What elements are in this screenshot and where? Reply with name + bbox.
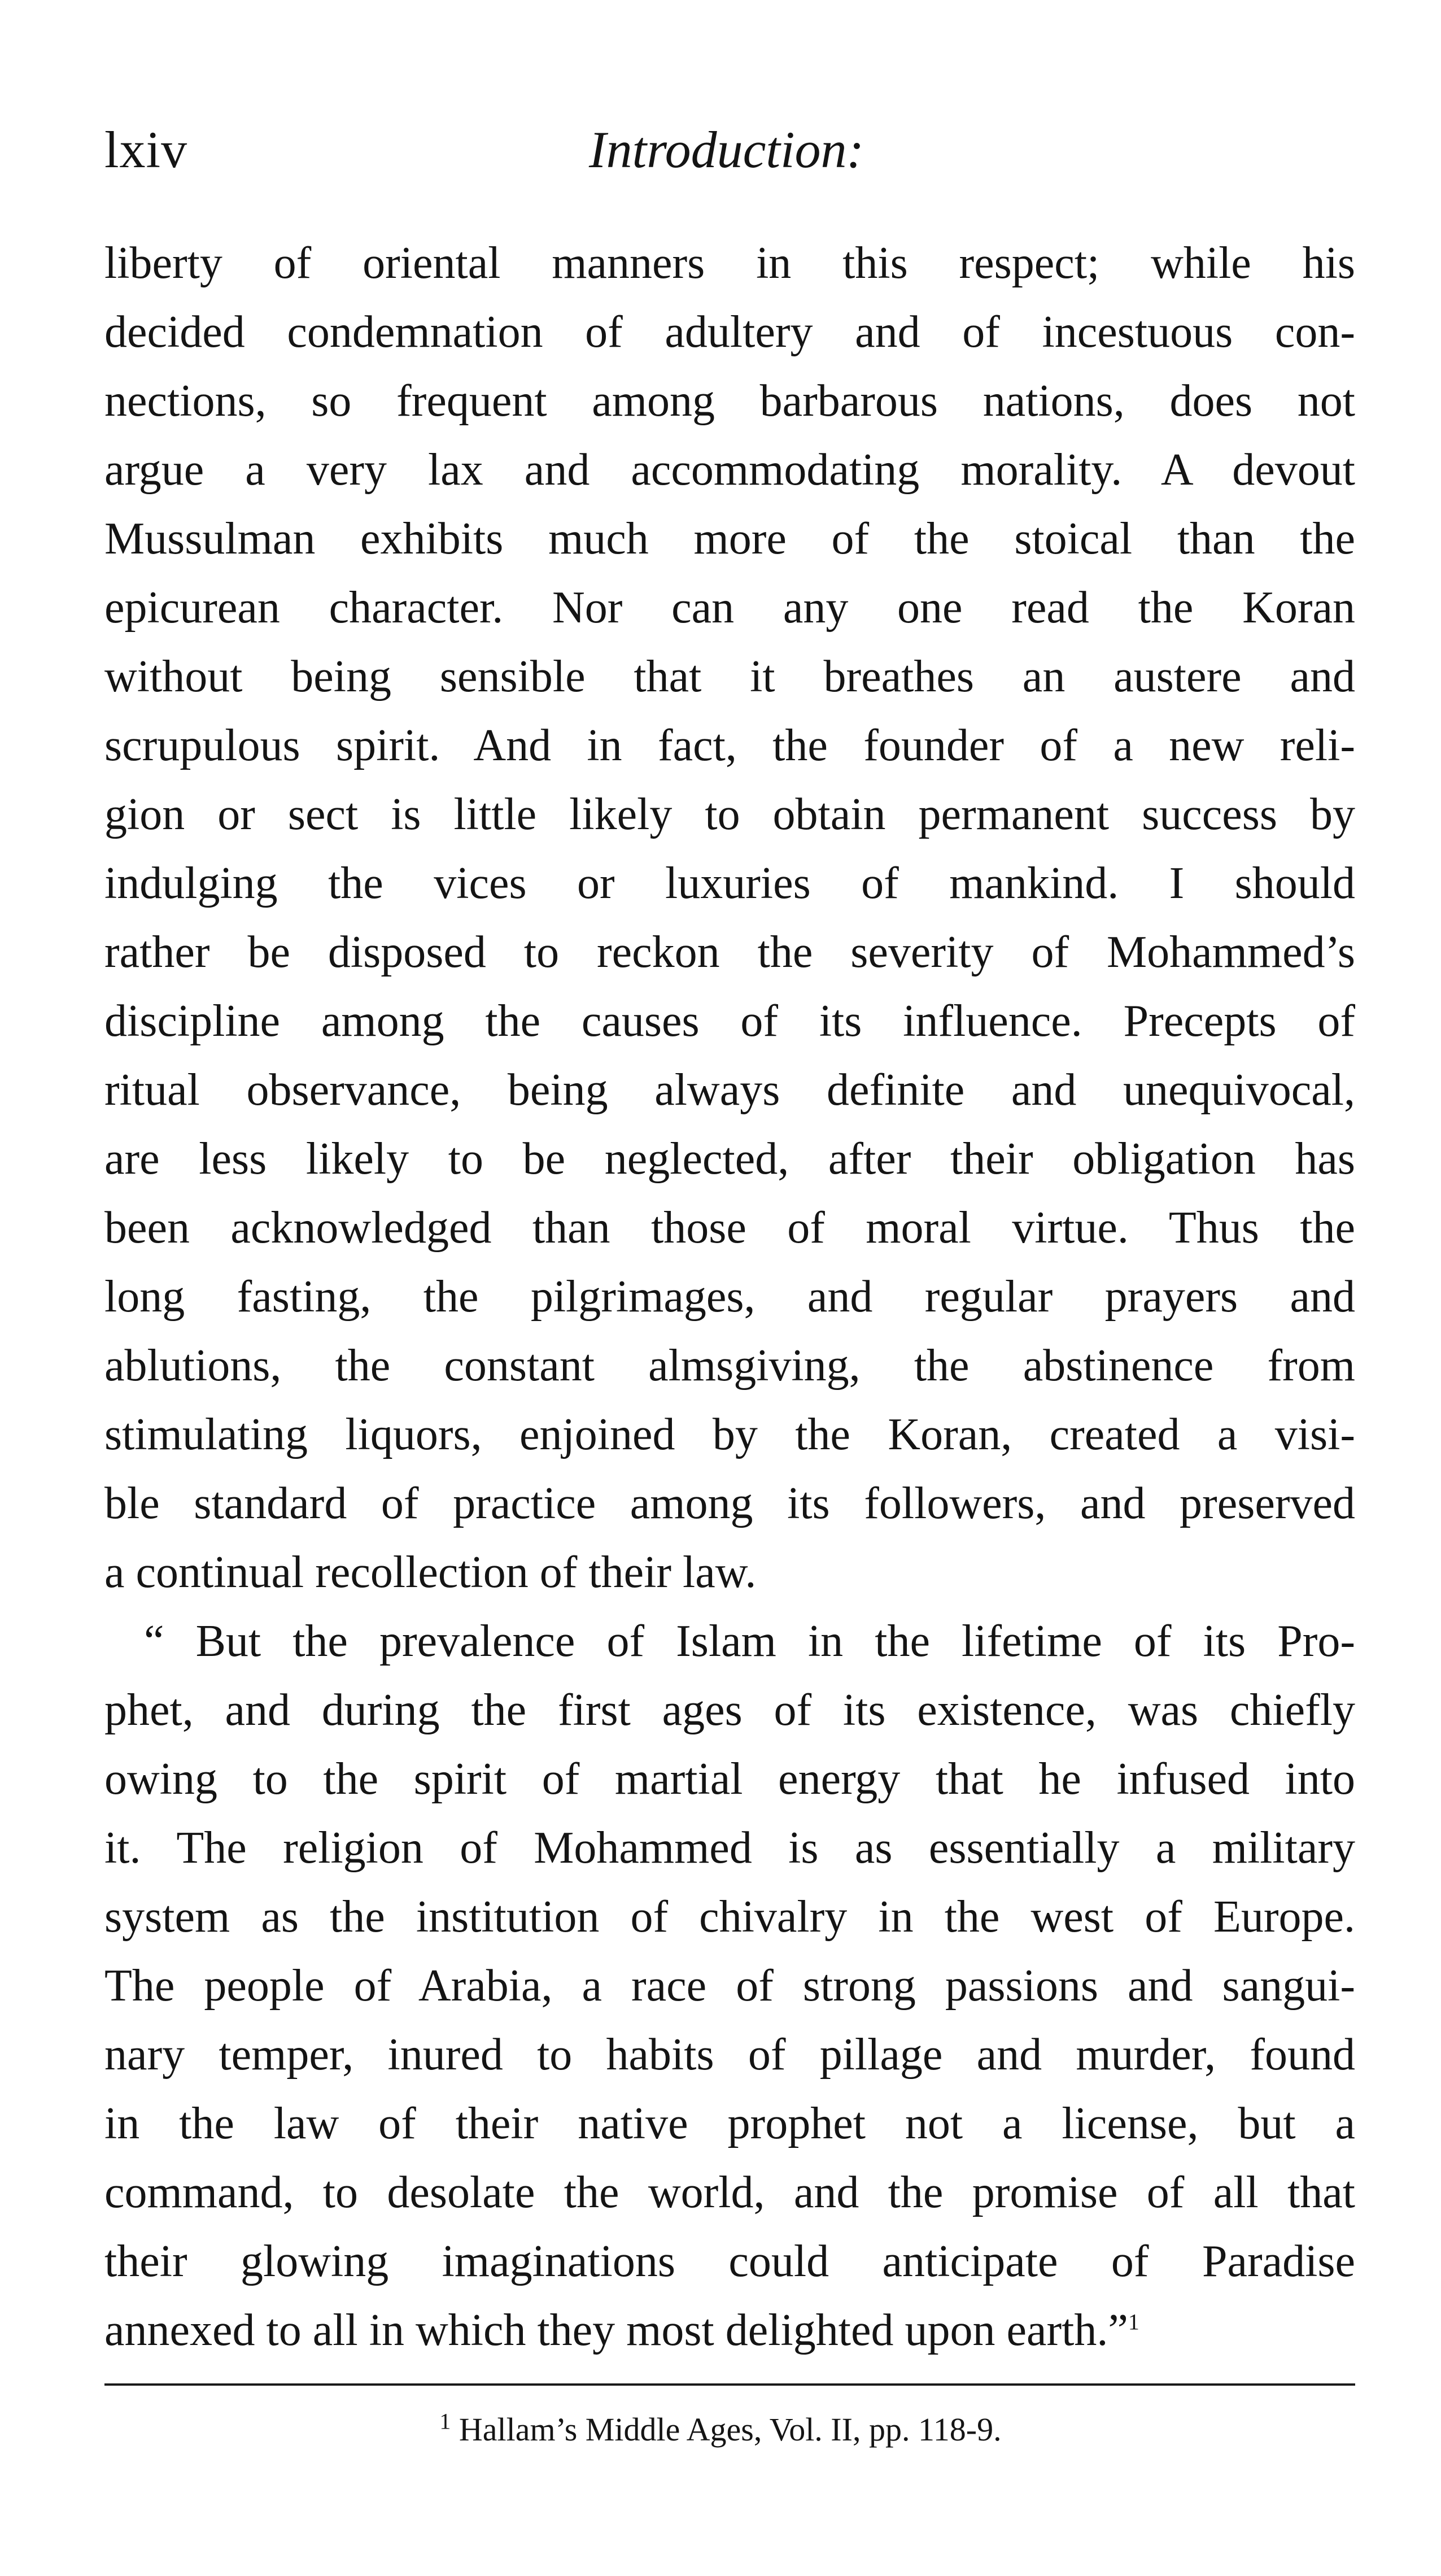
page-number: lxiv <box>104 121 188 178</box>
text-line: system as the institution of chivalry in the west of Europe. <box>104 1892 1355 1942</box>
text-line: rather be disposed to reckon the severity of Mohammed’s <box>104 927 1355 977</box>
text-line: indulging the vices or luxuries of mankind. I should <box>104 858 1355 908</box>
body-text <box>104 229 1355 2365</box>
text-line: stimulating liquors, enjoined by the Koran, created a visi- <box>104 1410 1355 1459</box>
quote-end-text: annexed to all in which they most delighted upon earth.” <box>104 2305 1128 2355</box>
text-line: in the law of their native prophet not a license, but a <box>104 2099 1355 2148</box>
text-line: command, to desolate the world, and the promise of all that <box>104 2168 1355 2217</box>
footnote-text: Hallam’s Middle Ages, Vol. II, pp. 118-9. <box>459 2411 1002 2448</box>
text-line: been acknowledged than those of moral virtue. Thus the <box>104 1203 1355 1253</box>
text-line: liberty of oriental manners in this respect; while his <box>104 238 1355 288</box>
paragraph-end-line: a continual recollection of their law. <box>104 1548 757 1597</box>
footnote-rule <box>104 2383 1355 2386</box>
text-line: nections, so frequent among barbarous nations, does not <box>104 376 1355 426</box>
quote-end-line <box>104 2296 1355 2365</box>
page-header <box>104 116 1361 184</box>
footnote-marker: 1 <box>439 2408 451 2434</box>
quote-start-line: “ But the prevalence of Islam in the lifetime of its Pro- <box>144 1616 1355 1666</box>
text-line: owing to the spirit of martial energy that he infused into <box>104 1754 1355 1804</box>
text-line: long fasting, the pilgrimages, and regular prayers and <box>104 1272 1355 1322</box>
running-head: Introduction: <box>589 121 864 178</box>
text-line: are less likely to be neglected, after their obligation has <box>104 1134 1355 1184</box>
text-line: nary temper, inured to habits of pillage and murder, found <box>104 2030 1355 2080</box>
text-line: it. The religion of Mohammed is as essentially a military <box>104 1823 1355 1873</box>
text-line: without being sensible that it breathes an austere and <box>104 652 1355 701</box>
text-line: epicurean character. Nor can any one read the Koran <box>104 583 1355 633</box>
footnote <box>0 2407 1441 2452</box>
text-line: their glowing imaginations could anticipate of Paradise <box>104 2237 1355 2286</box>
text-line: ablutions, the constant almsgiving, the abstinence from <box>104 1341 1355 1391</box>
text-line: ble standard of practice among its followers, and preserved <box>104 1479 1355 1528</box>
text-line: ritual observance, being always definite and unequivocal, <box>104 1065 1355 1115</box>
text-line: scrupulous spirit. And in fact, the founder of a new reli- <box>104 721 1355 770</box>
footnote-reference: 1 <box>1128 2309 1139 2335</box>
text-line: The people of Arabia, a race of strong passions and sangui- <box>104 1961 1355 2011</box>
text-line: gion or sect is little likely to obtain permanent success by <box>104 790 1355 839</box>
text-line: phet, and during the first ages of its existence, was chiefly <box>104 1685 1355 1735</box>
text-line: argue a very lax and accommodating morality. A devout <box>104 445 1355 495</box>
text-line: decided condemnation of adultery and of incestuous con- <box>104 307 1355 357</box>
text-line: Mussulman exhibits much more of the stoical than the <box>104 514 1355 564</box>
text-line: discipline among the causes of its influence. Precepts of <box>104 996 1355 1046</box>
